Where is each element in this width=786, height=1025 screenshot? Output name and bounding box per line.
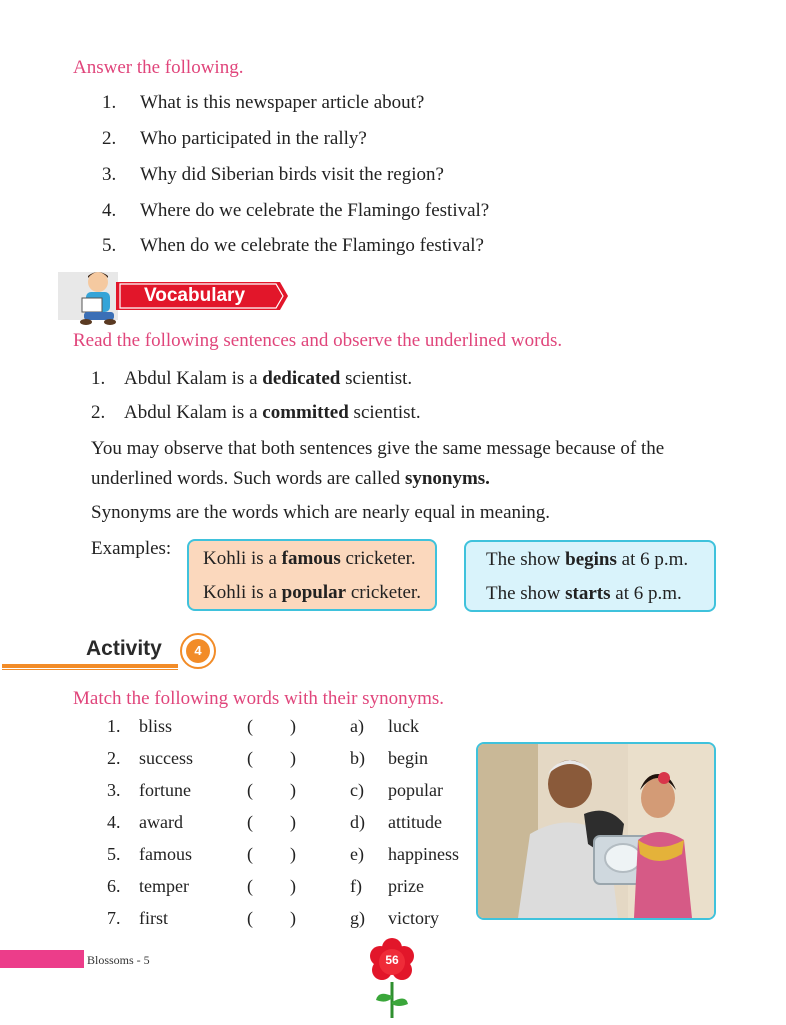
example-sentence (91, 402, 421, 424)
match-row (0, 876, 470, 900)
match-word: first (139, 908, 168, 928)
sentence-bold-word: committed (262, 402, 349, 423)
example-box-line (486, 583, 682, 605)
match-word: award (139, 812, 183, 832)
sentence-text-after: scientist. (340, 368, 413, 389)
explanation-line-1: You may observe that both sentences give the same message because of the (91, 438, 665, 459)
match-row (0, 812, 470, 836)
line-bold: begins (565, 549, 617, 570)
question-text: Why did Siberian birds visit the region? (140, 164, 444, 185)
match-word: bliss (139, 716, 173, 736)
answer-open-paren: ( (247, 716, 253, 736)
answer-heading: Answer the following. (73, 57, 244, 78)
match-row (0, 844, 470, 868)
match-word: fortune (139, 780, 191, 800)
activity-divider-line (2, 664, 178, 668)
example-box-line (486, 549, 688, 571)
vocabulary-instruction: Read the following sentences and observe the underlined words. (73, 330, 563, 351)
option-letter: g) (350, 908, 365, 928)
match-row (0, 748, 470, 772)
line-before: Kohli is a (203, 582, 282, 603)
explanation-line-2: underlined words. Such words are called (91, 468, 405, 489)
question-number: 2. (102, 128, 117, 149)
option-synonym: begin (388, 748, 428, 768)
match-row (0, 716, 470, 740)
synonym-definition: Synonyms are the words which are nearly equal in meaning. (91, 502, 551, 523)
question-number: 1. (102, 92, 117, 113)
line-after: cricketer. (340, 548, 416, 569)
sentence-text-before: Abdul Kalam is a (124, 402, 263, 423)
question-number: 4. (102, 200, 117, 221)
answer-open-paren: ( (247, 844, 253, 864)
activity-instruction: Match the following words with their synonyms. (73, 688, 444, 709)
line-before: The show (486, 549, 566, 570)
example-sentence (91, 368, 412, 390)
option-synonym: attitude (388, 812, 442, 832)
page-number-flower (368, 938, 416, 1020)
sentence-text-after: scientist. (348, 402, 421, 423)
answer-open-paren: ( (247, 780, 253, 800)
option-synonym: victory (388, 908, 439, 928)
question-item (102, 164, 444, 186)
reading-boy-icon (74, 268, 124, 326)
page-number: 56 (385, 953, 399, 967)
line-before: Kohli is a (203, 548, 282, 569)
option-letter: d) (350, 812, 365, 832)
sentence-bold-word: dedicated (262, 368, 341, 389)
answer-open-paren: ( (247, 748, 253, 768)
answer-close-paren: ) (290, 748, 296, 768)
synonyms-term: synonyms. (404, 468, 490, 489)
footer-pink-bar (0, 950, 84, 968)
option-synonym: prize (388, 876, 424, 896)
answer-close-paren: ) (290, 780, 296, 800)
activity-title: Activity (86, 637, 162, 660)
activity-number: 4 (194, 643, 202, 658)
question-item (102, 235, 484, 257)
option-letter: a) (350, 716, 364, 736)
match-word: famous (139, 844, 192, 864)
line-after: cricketer. (346, 582, 421, 603)
question-number: 3. (102, 164, 117, 185)
line-after: at 6 p.m. (616, 549, 689, 570)
line-bold: famous (281, 548, 341, 569)
question-text: Who participated in the rally? (140, 128, 367, 149)
answer-open-paren: ( (247, 876, 253, 896)
example-box-line (203, 548, 416, 570)
option-letter: b) (350, 748, 365, 768)
example-box-kohli (187, 539, 437, 611)
match-row (0, 780, 470, 804)
question-item (102, 200, 489, 222)
synonym-explanation (91, 434, 731, 494)
sentence-number: 2. (91, 402, 106, 423)
match-number: 2. (107, 748, 121, 768)
answer-open-paren: ( (247, 812, 253, 832)
examples-label: Examples: (91, 538, 172, 559)
question-item (102, 128, 367, 150)
line-after: at 6 p.m. (610, 583, 682, 604)
question-item (102, 92, 424, 114)
vocabulary-banner-label: Vocabulary (144, 285, 246, 306)
match-number: 5. (107, 844, 121, 864)
match-number: 7. (107, 908, 121, 928)
option-letter: e) (350, 844, 364, 864)
sentence-number: 1. (91, 368, 106, 389)
answer-close-paren: ) (290, 812, 296, 832)
match-number: 6. (107, 876, 121, 896)
sentence-text-before: Abdul Kalam is a (124, 368, 263, 389)
example-box-show (464, 540, 716, 612)
match-number: 1. (107, 716, 121, 736)
question-text: Where do we celebrate the Flamingo festival? (140, 200, 490, 221)
vocabulary-banner (58, 268, 294, 328)
option-synonym: happiness (388, 844, 459, 864)
option-letter: c) (350, 780, 364, 800)
match-number: 4. (107, 812, 121, 832)
question-text: When do we celebrate the Flamingo festival? (140, 235, 484, 256)
answer-close-paren: ) (290, 844, 296, 864)
question-number: 5. (102, 235, 117, 256)
line-before: The show (486, 583, 566, 604)
match-word: temper (139, 876, 189, 896)
line-bold: popular (281, 582, 347, 603)
match-number: 3. (107, 780, 121, 800)
answer-close-paren: ) (290, 716, 296, 736)
answer-close-paren: ) (290, 876, 296, 896)
activity-number-badge (180, 633, 216, 669)
answer-open-paren: ( (247, 908, 253, 928)
answer-close-paren: ) (290, 908, 296, 928)
option-letter: f) (350, 876, 362, 896)
question-text: What is this newspaper article about? (140, 92, 425, 113)
example-box-line (203, 582, 421, 604)
line-bold: starts (565, 583, 611, 604)
match-row (0, 908, 470, 932)
footer-book-title: Blossoms - 5 (87, 953, 150, 967)
option-synonym: luck (388, 716, 419, 736)
match-word: success (139, 748, 193, 768)
award-ceremony-photo (476, 742, 716, 920)
activity-divider-line-thin (2, 669, 178, 670)
option-synonym: popular (388, 780, 443, 800)
